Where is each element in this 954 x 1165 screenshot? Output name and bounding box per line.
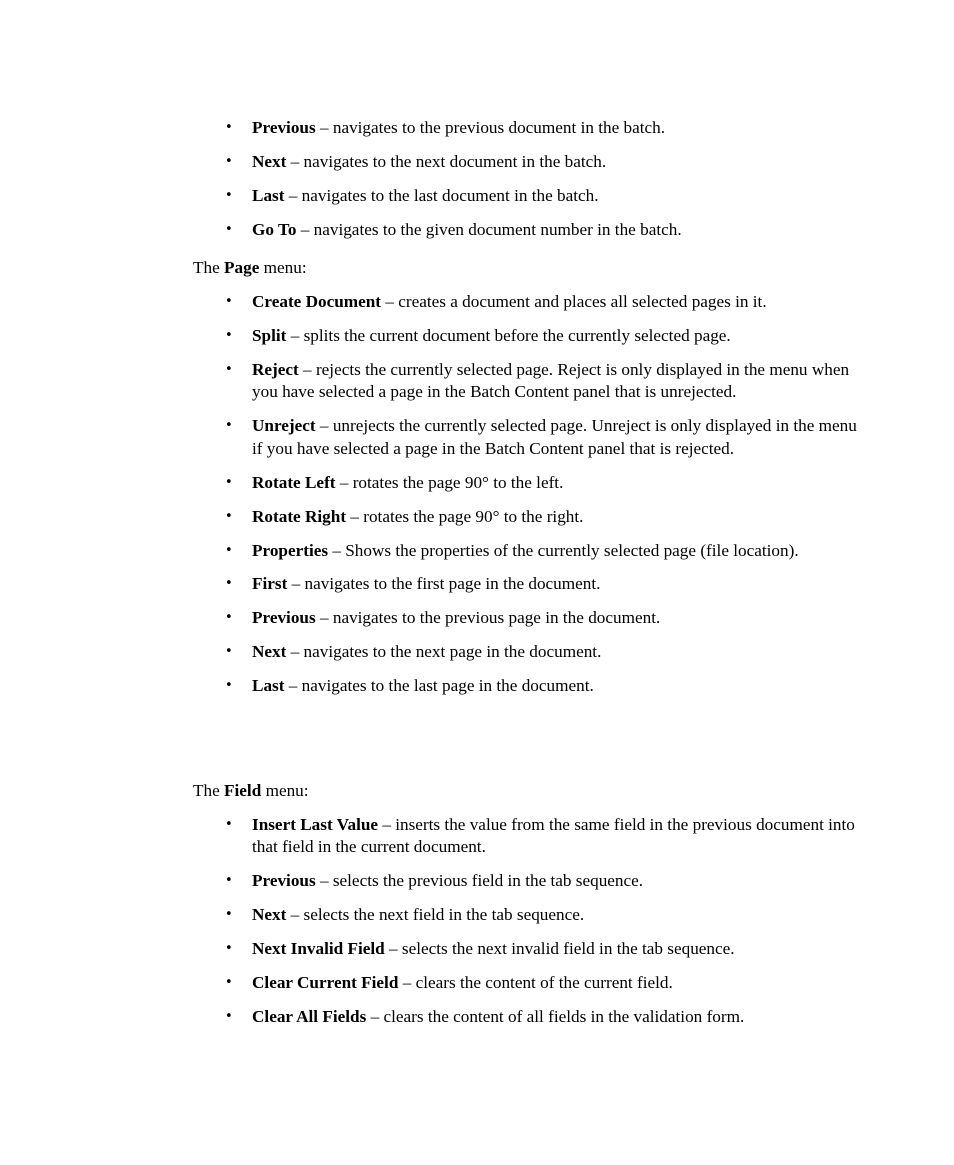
bullet-icon: •: [225, 221, 233, 237]
bullet-icon: •: [225, 576, 233, 592]
bullet-icon: •: [225, 542, 233, 558]
page-menu-intro: [193, 257, 307, 279]
item-term: Go To: [252, 219, 297, 239]
item-term: Previous: [252, 871, 316, 891]
document-menu-list: [0, 117, 954, 241]
bullet-icon: •: [225, 1009, 233, 1025]
bullet-icon: •: [225, 975, 233, 991]
item-term: Clear Current Field: [252, 973, 399, 993]
item-term: First: [252, 574, 288, 594]
intro-post: menu:: [259, 258, 307, 277]
list-item: [0, 291, 954, 313]
list-item: [0, 814, 954, 859]
item-desc: – navigates to the last page in the document.: [284, 676, 594, 696]
item-term: Clear All Fields: [252, 1007, 367, 1027]
field-menu-list: [0, 814, 954, 1029]
field-menu-intro: [193, 780, 309, 802]
item-desc: – creates a document and places all selected pages in it.: [381, 292, 767, 311]
item-term: Rotate Right: [252, 506, 347, 526]
item-term: Previous: [252, 118, 316, 137]
item-term: Unreject: [252, 416, 316, 436]
bullet-icon: •: [225, 817, 233, 832]
list-item: [0, 185, 954, 207]
item-desc: – inserts the value from the same field in the previous document into that field in the current document.: [252, 815, 855, 857]
bullet-icon: •: [225, 418, 233, 434]
bullet-icon: •: [225, 361, 233, 377]
bullet-icon: •: [225, 120, 233, 135]
item-term: Previous: [252, 608, 316, 628]
list-item: [0, 415, 954, 460]
intro-post: menu:: [261, 781, 309, 800]
list-item: [0, 870, 954, 892]
list-item: [0, 641, 954, 663]
list-item: [0, 540, 954, 562]
bullet-icon: •: [225, 610, 233, 626]
list-item: [0, 325, 954, 347]
item-desc: – clears the content of the current field.: [398, 973, 673, 993]
item-desc: – navigates to the previous page in the document.: [315, 608, 661, 628]
bullet-icon: •: [225, 941, 233, 957]
list-item: [0, 904, 954, 926]
page-menu-list: [0, 291, 954, 698]
bullet-icon: •: [225, 153, 233, 169]
list-item: [0, 117, 954, 139]
intro-pre: The: [193, 258, 225, 277]
item-desc: – Shows the properties of the currently selected page (file location).: [328, 540, 799, 560]
item-desc: – selects the previous field in the tab sequence.: [315, 871, 644, 891]
list-item: [0, 1006, 954, 1028]
item-desc: – splits the current document before the currently selected page.: [286, 325, 731, 345]
item-desc: – navigates to the given document number in the batch.: [296, 219, 682, 239]
item-term: Properties: [252, 540, 329, 560]
bullet-icon: •: [225, 327, 233, 343]
bullet-icon: •: [225, 294, 233, 309]
item-desc: – unrejects the currently selected page. Unreject is only displayed in the menu if you have selected a page in the Batch Content panel that is rejected.: [252, 416, 857, 458]
item-desc: – rotates the page 90° to the right.: [346, 506, 584, 526]
item-term: Next: [252, 905, 287, 925]
item-term: Rotate Left: [252, 472, 336, 492]
list-item: [0, 472, 954, 494]
item-term: Create Document: [252, 292, 382, 311]
item-term: Next: [252, 642, 287, 662]
item-term: Last: [252, 185, 285, 205]
item-desc: – rejects the currently selected page. Reject is only displayed in the menu when you have selected a page in the Batch Content panel that is unrejected.: [252, 359, 850, 402]
item-desc: – navigates to the last document in the batch.: [284, 185, 599, 205]
list-item: [0, 938, 954, 960]
item-term: Next: [252, 151, 287, 171]
list-item: [0, 506, 954, 528]
item-term: Next Invalid Field: [252, 939, 385, 959]
list-item: [0, 219, 954, 241]
bullet-icon: •: [225, 907, 233, 923]
list-item: [0, 607, 954, 629]
item-term: Split: [252, 325, 287, 345]
item-term: Insert Last Value: [252, 815, 379, 834]
item-desc: – navigates to the next page in the document.: [286, 642, 602, 662]
bullet-icon: •: [225, 644, 233, 660]
item-desc: – rotates the page 90° to the left.: [335, 472, 564, 492]
item-desc: – navigates to the first page in the document.: [287, 574, 601, 594]
item-desc: – selects the next field in the tab sequence.: [286, 905, 585, 925]
bullet-icon: •: [225, 678, 233, 694]
bullet-icon: •: [225, 508, 233, 524]
item-desc: – selects the next invalid field in the tab sequence.: [384, 939, 735, 959]
item-desc: – navigates to the next document in the batch.: [286, 151, 607, 171]
intro-term: Field: [224, 781, 262, 800]
list-item: [0, 972, 954, 994]
intro-pre: The: [193, 781, 225, 800]
bullet-icon: •: [225, 873, 233, 889]
list-item: [0, 675, 954, 697]
list-item: [0, 151, 954, 173]
item-term: Last: [252, 676, 285, 696]
list-item: [0, 359, 954, 404]
item-desc: – clears the content of all fields in the validation form.: [366, 1007, 745, 1027]
item-desc: – navigates to the previous document in the batch.: [315, 118, 666, 137]
bullet-icon: •: [225, 474, 233, 490]
intro-term: Page: [224, 258, 260, 277]
bullet-icon: •: [225, 187, 233, 203]
item-term: Reject: [252, 359, 299, 379]
list-item: [0, 573, 954, 595]
